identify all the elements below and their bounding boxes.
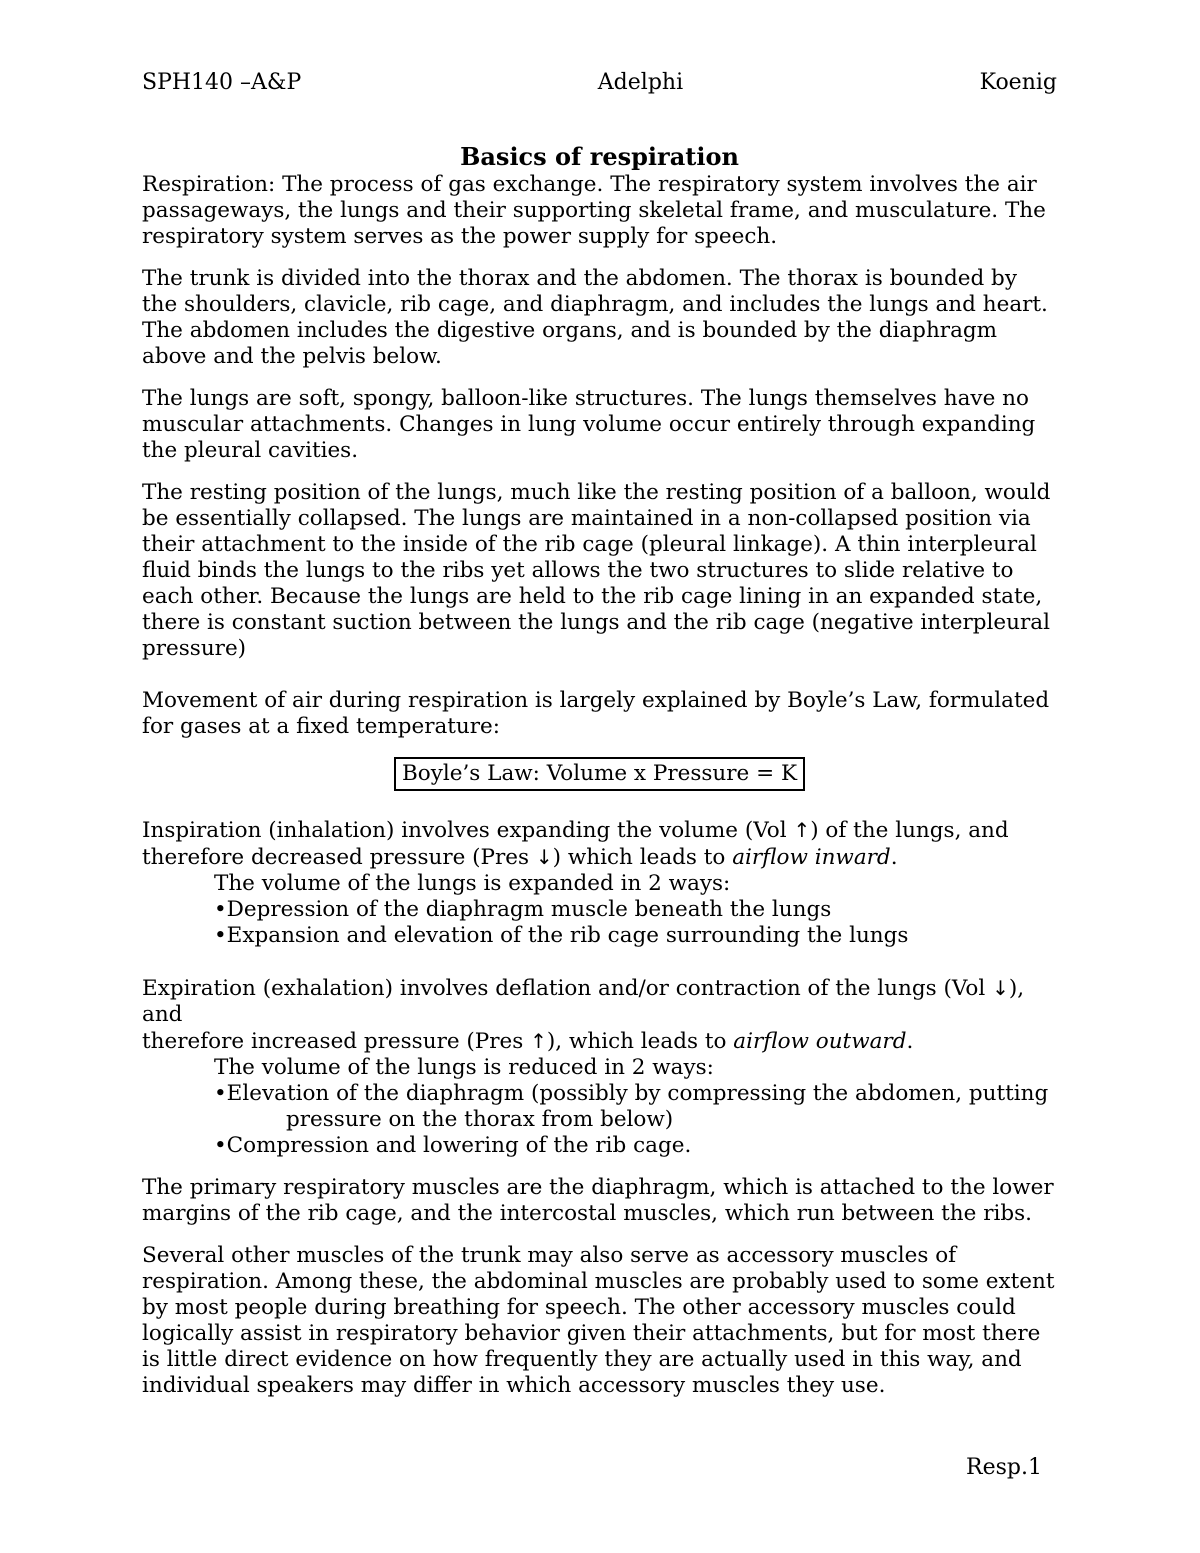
expiration-intro: The volume of the lungs is reduced in 2 ways: xyxy=(214,1055,714,1080)
paragraph-trunk: The trunk is divided into the thorax and the abdomen. The thorax is bounded by the shoulders, clavicle, rib cage, and diaphragm, and includes the lungs and heart. The abdomen includes the digestive organs, and is bounded by the diaphragm above and the pelvis below. xyxy=(142,266,1048,369)
expiration-text-2b: ), which leads to xyxy=(546,1029,734,1054)
inspiration-bullet: •Depression of the diaphragm muscle beneath the lungs xyxy=(214,897,832,922)
inspiration-text-2c: . xyxy=(890,845,898,870)
airflow-outward: airflow outward xyxy=(733,1029,907,1054)
inspiration-intro: The volume of the lungs is expanded in 2 ways: xyxy=(214,871,731,896)
boyles-law-formula: Boyle’s Law: Volume x Pressure = K xyxy=(394,757,805,791)
inspiration-line-1 xyxy=(142,817,1057,844)
inspiration-text-1a: Inspiration (inhalation) involves expanding the volume (Vol xyxy=(142,818,794,843)
expiration-text-1a: Expiration (exhalation) involves deflation and/or contraction of the lungs (Vol xyxy=(142,976,993,1001)
inspiration-text-2b: ) which leads to xyxy=(552,845,733,870)
expiration-bullet-continuation: pressure on the thorax from below) xyxy=(286,1107,674,1132)
paragraph-boyles-law-intro: Movement of air during respiration is largely explained by Boyle’s Law, formulated for gases at a fixed temperature: xyxy=(142,688,1050,739)
expiration-text-2c: . xyxy=(906,1029,914,1054)
airflow-inward: airflow inward xyxy=(732,845,891,870)
paragraph-respiration: Respiration: The process of gas exchange. The respiratory system involves the air passageways, the lungs and their supporting skeletal frame, and musculature. The respiratory system serves as the power supply for speech. xyxy=(142,172,1046,249)
course-code: SPH140 –A&P xyxy=(142,70,302,95)
up-arrow-icon: ↑ xyxy=(530,1029,547,1053)
expiration-line-1 xyxy=(142,975,1057,1028)
document-page xyxy=(142,70,1057,1399)
paragraph-primary-muscles: The primary respiratory muscles are the diaphragm, which is attached to the lower margins of the rib cage, and the intercostal muscles, which run between the ribs. xyxy=(142,1175,1054,1226)
expiration-bullet: •Elevation of the diaphragm (possibly by compressing the abdomen, putting xyxy=(214,1081,1049,1106)
document-title: Basics of respiration xyxy=(460,142,739,171)
expiration-bullet: •Compression and lowering of the rib cage. xyxy=(214,1133,692,1158)
page-number: Resp.1 xyxy=(966,1455,1042,1480)
paragraph-resting-position: The resting position of the lungs, much like the resting position of a balloon, would be essentially collapsed. The lungs are maintained in a non-collapsed position via their attachment to the inside of the rib cage (pleural linkage). A thin interpleural fluid binds the lungs to the ribs yet allows the two structures to slide relative to each other. Because the lungs are held to the rib cage lining in an expanded state, there is constant suction between the lungs and the rib cage (negative interpleural pressure) xyxy=(142,480,1051,661)
inspiration-text-1b: ) of the lungs, and xyxy=(810,818,1009,843)
inspiration-line-2 xyxy=(142,844,1057,871)
inspiration-text-2a: therefore decreased pressure (Pres xyxy=(142,845,536,870)
institution: Adelphi xyxy=(597,70,684,95)
inspiration-bullet: •Expansion and elevation of the rib cage surrounding the lungs xyxy=(214,923,909,948)
paragraph-lungs: The lungs are soft, spongy, balloon-like structures. The lungs themselves have no muscular attachments. Changes in lung volume occur entirely through expanding the pleural cavities. xyxy=(142,386,1036,463)
page-header xyxy=(142,70,1057,100)
inspiration-section xyxy=(142,817,1057,949)
expiration-text-2a: therefore increased pressure (Pres xyxy=(142,1029,531,1054)
expiration-section xyxy=(142,975,1057,1159)
down-arrow-icon: ↓ xyxy=(535,845,553,869)
up-arrow-icon: ↑ xyxy=(793,818,811,842)
author: Koenig xyxy=(979,70,1057,95)
down-arrow-icon: ↓ xyxy=(992,976,1009,1000)
paragraph-accessory-muscles: Several other muscles of the trunk may also serve as accessory muscles of respiration. Among these, the abdominal muscles are probably used to some extent by most people during breathing for speech. The other accessory muscles could logically assist in respiratory behavior given their attachments, but for most there is little direct evidence on how frequently they are actually used in this way, and individual speakers may differ in which accessory muscles they use. xyxy=(142,1243,1055,1398)
boyles-law-box-wrapper xyxy=(142,757,1057,791)
expiration-line-2 xyxy=(142,1028,1057,1055)
expiration-text-1b: ), and xyxy=(142,976,1025,1027)
